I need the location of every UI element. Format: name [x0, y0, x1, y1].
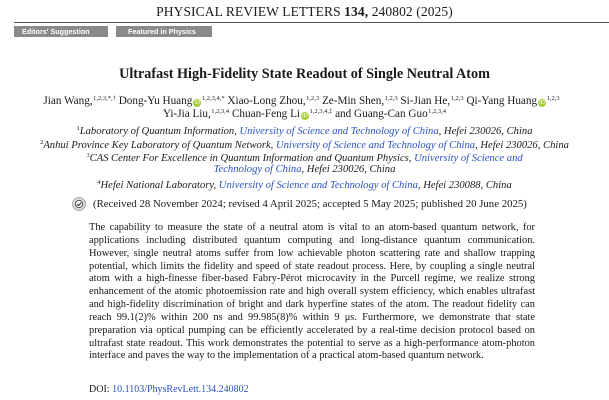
author-name: Si-Jian He, [400, 95, 451, 107]
author-name: Jian Wang, [43, 95, 93, 107]
author-name: Chuan-Feng Li [231, 108, 301, 120]
author-name: Ze-Min Shen, [321, 95, 385, 107]
affiliation-link[interactable]: Technology of China [213, 164, 302, 175]
journal-header [0, 4, 609, 20]
author-affiliations: 1,2,3 [450, 95, 464, 102]
author-list-line-2 [0, 108, 609, 120]
author-affiliations: 1,2,3,4 [211, 108, 230, 115]
author-affiliations: 1,2,3,4,‡ [309, 108, 333, 115]
author-name: Xiao-Long Zhou, [227, 95, 306, 107]
header-divider [14, 22, 609, 23]
author-item[interactable] [119, 95, 225, 107]
journal-volume: 134, [344, 4, 369, 19]
author-affiliations: 1,2,3,4,* [201, 95, 225, 102]
article-title: Ultrafast High-Fidelity State Readout of Single Neutral Atom [119, 66, 490, 82]
orcid-icon[interactable]: iD [539, 100, 545, 106]
affiliation-link[interactable]: University of Science and [414, 153, 523, 164]
affiliation-link[interactable]: University of Science and Technology of China [239, 126, 439, 137]
author-affiliations: 1,2,3 [384, 95, 398, 102]
article-number: 240802 (2025) [371, 4, 453, 19]
affiliation-address: , Hefei 230088, China [417, 180, 512, 191]
affiliation-link[interactable]: University of Science and Technology of China [218, 180, 418, 191]
author-list-line-1 [0, 95, 606, 107]
author-affiliations: 1,2,3 [306, 95, 320, 102]
publication-history [72, 197, 527, 211]
check-for-updates-icon[interactable] [72, 197, 86, 211]
affiliation-address: , Hefei 230026, China [475, 140, 569, 151]
affiliation-number: 3 [86, 152, 90, 159]
badge-row [14, 26, 212, 37]
affiliation-4 [0, 176, 609, 192]
affiliation-3-continued [0, 163, 609, 176]
affiliation-text: Laboratory of Quantum Information, [79, 126, 240, 137]
author-item[interactable] [335, 108, 446, 120]
orcid-icon[interactable]: iD [302, 113, 308, 119]
doi-link[interactable]: 10.1103/PhysRevLett.134.240802 [112, 384, 249, 395]
journal-name: PHYSICAL REVIEW LETTERS [156, 4, 341, 19]
author-affiliations: 1,2,3,4 [428, 108, 447, 115]
affiliation-number: 2 [40, 139, 44, 146]
author-item[interactable] [400, 95, 463, 107]
orcid-icon[interactable]: iD [194, 100, 201, 106]
author-item[interactable] [232, 108, 332, 120]
affiliation-number: 4 [97, 179, 101, 186]
author-item[interactable] [163, 108, 229, 120]
affiliation-number: 1 [76, 125, 80, 132]
author-name: and Guang-Can Guo [335, 108, 428, 120]
author-name: Dong-Yu Huang [118, 95, 193, 107]
affiliation-text: Anhui Province Key Laboratory of Quantum Network, [43, 140, 276, 151]
author-affiliations: 1,2,3,*,† [93, 95, 116, 102]
author-item[interactable] [466, 95, 559, 107]
affiliation-text: CAS Center For Excellence in Quantum Information and Quantum Physics, [89, 153, 415, 164]
editors-suggestion-badge[interactable]: Editors' Suggestion [14, 26, 108, 37]
featured-in-physics-badge[interactable]: Featured in Physics [116, 26, 212, 37]
received-dates: (Received 28 November 2024; revised 4 April 2025; accepted 5 May 2025; published 20 June 2025) [93, 198, 527, 210]
doi-line [89, 384, 249, 395]
author-item[interactable] [322, 95, 398, 107]
affiliation-link[interactable]: University of Science and Technology of China [275, 140, 476, 151]
affiliation-address: , Hefei 230026, China [301, 164, 396, 175]
abstract: The capability to measure the state of a neutral atom is vital to an atom-based quantum network, for applications including distributed quantum computing and long-distance quantum communication. However, single neutral atoms suffer from low achievable photon scattering rate and shallow trapping potential, which limits the fidelity and speed of state readout process. Here, by coupling a single neutral atom with a high-finesse fiber-based Fabry-Pérot microcavity in the Purcell regime, we realize strong enhancement of the atomic photoemission rate and high overall system efficiency, which enables ultrafast and high-fidelity discrimination of bright and dark hyperfine states of the atom. The readout fidelity can reach 99.1(2)% within 200 ns and 99.985(8)% within 9 μs. Furthermore, we demonstrate that state preparation via optical pumping can be efficiently accelerated by a real-time decision protocol based on ultrafast state readout. This work demonstrates the potential to serve as a high-performance atom-photon interface and paves the way to the implementation of a practical atom-based quantum network. [89, 222, 535, 362]
author-name: Qi-Yang Huang [466, 95, 538, 107]
affiliation-text: Hefei National Laboratory, [100, 180, 219, 191]
author-item[interactable] [227, 95, 319, 107]
author-item[interactable] [43, 95, 115, 107]
author-name: Yi-Jia Liu, [162, 108, 211, 120]
affiliation-address: , Hefei 230026, China [438, 126, 533, 137]
author-affiliations: 1,2,3 [546, 95, 560, 102]
doi-label: DOI: [89, 384, 110, 395]
